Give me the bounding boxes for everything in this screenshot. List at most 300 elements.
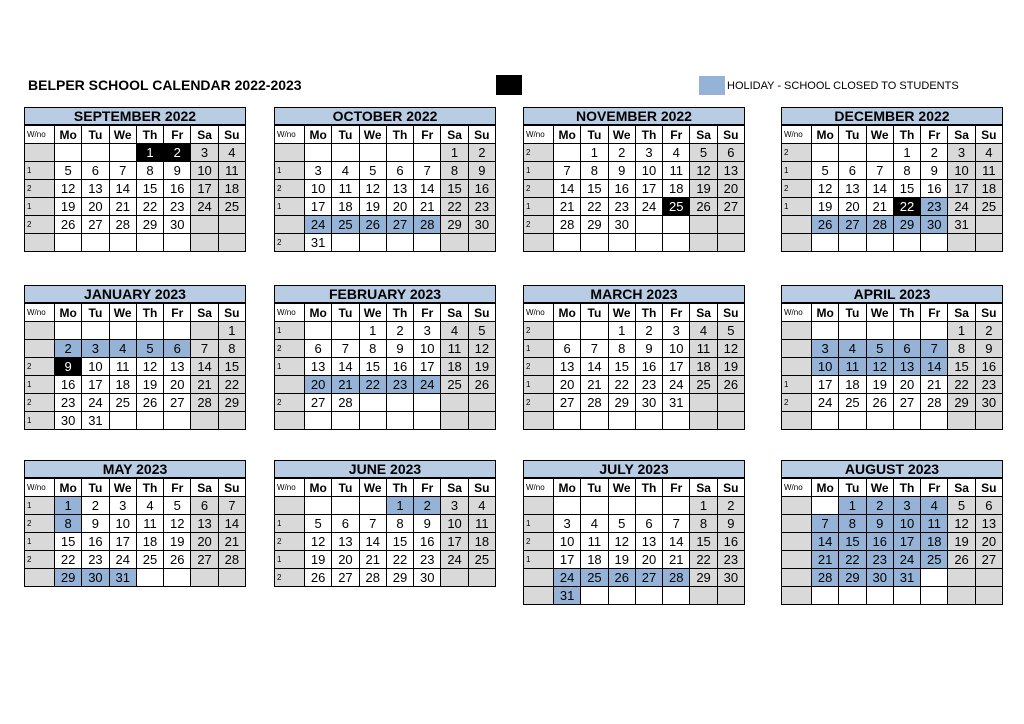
day-cell: 13: [305, 358, 332, 376]
week-row: [782, 216, 1003, 234]
weekday-header: Th: [635, 479, 662, 497]
week-number: [524, 234, 554, 252]
empty-cell: [468, 234, 495, 252]
month-table: [781, 303, 1003, 430]
month-title: SEPTEMBER 2022: [24, 107, 246, 125]
day-cell: 29: [55, 569, 82, 587]
week-row: [524, 162, 745, 180]
weekday-header: Tu: [332, 126, 359, 144]
weekday-header: Fr: [164, 479, 191, 497]
day-cell: 27: [839, 216, 866, 234]
week-row: [25, 533, 246, 551]
day-cell: 2: [975, 322, 1002, 340]
day-cell: 10: [893, 515, 920, 533]
day-cell: 5: [690, 144, 717, 162]
day-cell: 21: [581, 376, 608, 394]
day-cell: 10: [82, 358, 109, 376]
day-cell: 8: [441, 162, 468, 180]
week-number: [25, 569, 55, 587]
day-cell: 17: [191, 180, 218, 198]
weekday-header: Mo: [812, 304, 839, 322]
day-cell: 14: [109, 180, 136, 198]
week-number: 1: [275, 358, 305, 376]
week-number: 2: [524, 144, 554, 162]
weekday-header: Fr: [663, 304, 690, 322]
weekday-header: W/no: [782, 304, 812, 322]
empty-cell: [332, 412, 359, 430]
day-cell: 11: [136, 515, 163, 533]
day-cell: 18: [218, 180, 245, 198]
day-cell: 18: [975, 180, 1002, 198]
day-cell: 11: [975, 162, 1002, 180]
week-number: 1: [782, 162, 812, 180]
weekday-header: W/no: [524, 126, 554, 144]
month-title: MAY 2023: [24, 460, 246, 478]
week-row: [524, 340, 745, 358]
day-cell: 29: [218, 394, 245, 412]
week-row: [524, 198, 745, 216]
day-cell: 22: [441, 198, 468, 216]
month-august-2023: [781, 460, 1003, 605]
day-cell: 18: [441, 358, 468, 376]
weekday-header: Sa: [948, 126, 975, 144]
day-cell: 7: [218, 497, 245, 515]
day-cell: 1: [386, 497, 413, 515]
day-cell: 11: [218, 162, 245, 180]
day-cell: 1: [893, 144, 920, 162]
day-cell: 23: [414, 551, 441, 569]
empty-cell: [581, 234, 608, 252]
month-may-2023: [24, 460, 246, 587]
day-cell: 13: [717, 162, 744, 180]
empty-cell: [635, 216, 662, 234]
weekday-header: We: [359, 479, 386, 497]
month-table: [523, 125, 745, 252]
day-cell: 21: [921, 376, 948, 394]
day-cell: 29: [893, 216, 920, 234]
weekday-header: W/no: [25, 479, 55, 497]
week-number: 2: [275, 569, 305, 587]
week-row: [275, 234, 496, 252]
day-cell: 5: [948, 497, 975, 515]
day-cell: 6: [839, 162, 866, 180]
day-cell: 20: [332, 551, 359, 569]
weekday-header: Fr: [164, 126, 191, 144]
week-row: [782, 533, 1003, 551]
day-cell: 10: [305, 180, 332, 198]
day-cell: 30: [921, 216, 948, 234]
empty-cell: [332, 144, 359, 162]
week-row: [524, 322, 745, 340]
day-cell: 14: [581, 358, 608, 376]
day-cell: 9: [635, 340, 662, 358]
weekday-header: Su: [468, 304, 495, 322]
day-cell: 15: [441, 180, 468, 198]
day-cell: 15: [55, 533, 82, 551]
month-march-2023: [523, 285, 745, 430]
empty-cell: [921, 412, 948, 430]
day-cell: 4: [581, 515, 608, 533]
week-row: [782, 587, 1003, 605]
day-cell: 20: [305, 376, 332, 394]
day-cell: 15: [608, 358, 635, 376]
empty-cell: [414, 234, 441, 252]
empty-cell: [812, 322, 839, 340]
day-cell: 13: [82, 180, 109, 198]
week-row: [782, 497, 1003, 515]
day-cell: 25: [690, 376, 717, 394]
empty-cell: [717, 587, 744, 605]
day-cell: 10: [441, 515, 468, 533]
week-row: [25, 198, 246, 216]
empty-cell: [218, 216, 245, 234]
week-row: [524, 497, 745, 515]
day-cell: 18: [690, 358, 717, 376]
weekday-header: Tu: [839, 479, 866, 497]
weekday-header: Fr: [921, 479, 948, 497]
day-cell: 7: [812, 515, 839, 533]
day-cell: 1: [690, 497, 717, 515]
weekday-header: W/no: [782, 126, 812, 144]
empty-cell: [386, 394, 413, 412]
day-cell: 10: [635, 162, 662, 180]
week-row: [782, 394, 1003, 412]
empty-cell: [468, 412, 495, 430]
day-cell: 16: [975, 358, 1002, 376]
day-cell: 12: [948, 515, 975, 533]
empty-cell: [136, 412, 163, 430]
day-cell: 5: [164, 497, 191, 515]
month-table: [781, 478, 1003, 605]
weekday-header: Th: [635, 304, 662, 322]
weekday-header: Sa: [948, 304, 975, 322]
weekday-header: We: [109, 479, 136, 497]
day-cell: 20: [635, 551, 662, 569]
day-cell: 20: [386, 198, 413, 216]
day-cell: 19: [717, 358, 744, 376]
day-cell: 24: [441, 551, 468, 569]
weekday-header: W/no: [25, 304, 55, 322]
empty-cell: [191, 322, 218, 340]
day-cell: 6: [164, 340, 191, 358]
day-cell: 12: [136, 358, 163, 376]
empty-cell: [386, 234, 413, 252]
day-cell: 27: [975, 551, 1002, 569]
day-cell: 5: [305, 515, 332, 533]
day-cell: 8: [55, 515, 82, 533]
weekday-header: Su: [218, 304, 245, 322]
day-cell: 24: [635, 198, 662, 216]
day-cell: 18: [921, 533, 948, 551]
day-cell: 12: [717, 340, 744, 358]
day-cell: 8: [948, 340, 975, 358]
day-cell: 2: [717, 497, 744, 515]
day-cell: 14: [921, 358, 948, 376]
day-cell: 3: [663, 322, 690, 340]
day-cell: 2: [414, 497, 441, 515]
month-title: AUGUST 2023: [781, 460, 1003, 478]
day-cell: 17: [554, 551, 581, 569]
weekday-header: Th: [893, 126, 920, 144]
weekday-header: Th: [136, 479, 163, 497]
day-cell: 28: [359, 569, 386, 587]
empty-cell: [305, 497, 332, 515]
day-cell: 3: [441, 497, 468, 515]
day-cell: 27: [82, 216, 109, 234]
week-row: [275, 340, 496, 358]
weekday-header: Th: [386, 126, 413, 144]
day-cell: 14: [663, 533, 690, 551]
weekday-header: W/no: [524, 304, 554, 322]
day-cell: 3: [414, 322, 441, 340]
day-cell: 14: [191, 358, 218, 376]
day-cell: 25: [839, 394, 866, 412]
month-title: JANUARY 2023: [24, 285, 246, 303]
day-cell: 28: [191, 394, 218, 412]
empty-cell: [332, 322, 359, 340]
week-number: [275, 412, 305, 430]
week-number: [524, 497, 554, 515]
day-cell: 6: [893, 340, 920, 358]
weekday-header: We: [866, 304, 893, 322]
week-number: 1: [25, 533, 55, 551]
day-cell: 5: [136, 340, 163, 358]
legend-holiday-label: HOLIDAY - SCHOOL CLOSED TO STUDENTS: [727, 80, 959, 92]
day-cell: 24: [663, 376, 690, 394]
week-number: 2: [25, 394, 55, 412]
empty-cell: [305, 144, 332, 162]
week-row: [524, 551, 745, 569]
day-cell: 29: [948, 394, 975, 412]
week-number: [25, 234, 55, 252]
day-cell: 22: [839, 551, 866, 569]
week-number: [782, 358, 812, 376]
week-row: [275, 144, 496, 162]
day-cell: 9: [82, 515, 109, 533]
day-cell: 17: [663, 358, 690, 376]
day-cell: 19: [812, 198, 839, 216]
empty-cell: [109, 144, 136, 162]
empty-cell: [55, 322, 82, 340]
week-row: [275, 180, 496, 198]
day-cell: 22: [581, 198, 608, 216]
empty-cell: [717, 394, 744, 412]
weekday-header: W/no: [275, 304, 305, 322]
month-september-2022: [24, 107, 246, 252]
empty-cell: [608, 497, 635, 515]
empty-cell: [554, 412, 581, 430]
day-cell: 8: [218, 340, 245, 358]
month-april-2023: [781, 285, 1003, 430]
day-cell: 10: [663, 340, 690, 358]
week-row: [782, 144, 1003, 162]
week-number: 2: [524, 533, 554, 551]
day-cell: 30: [608, 216, 635, 234]
empty-cell: [414, 394, 441, 412]
day-cell: 20: [82, 198, 109, 216]
day-cell: 4: [218, 144, 245, 162]
empty-cell: [893, 322, 920, 340]
month-table: [24, 303, 246, 430]
week-number: 1: [275, 322, 305, 340]
day-cell: 28: [218, 551, 245, 569]
weekday-header: Su: [717, 479, 744, 497]
day-cell: 15: [359, 358, 386, 376]
empty-cell: [663, 216, 690, 234]
day-cell: 22: [608, 376, 635, 394]
weekday-header: Th: [635, 126, 662, 144]
day-cell: 17: [82, 376, 109, 394]
empty-cell: [164, 412, 191, 430]
day-cell: 19: [305, 551, 332, 569]
day-cell: 8: [839, 515, 866, 533]
week-number: 1: [275, 198, 305, 216]
day-cell: 21: [812, 551, 839, 569]
day-cell: 15: [136, 180, 163, 198]
week-row: [275, 358, 496, 376]
day-cell: 17: [109, 533, 136, 551]
empty-cell: [608, 234, 635, 252]
empty-cell: [866, 587, 893, 605]
day-cell: 20: [164, 376, 191, 394]
weekday-header: W/no: [782, 479, 812, 497]
empty-cell: [414, 144, 441, 162]
day-cell: 4: [690, 322, 717, 340]
week-number: 1: [275, 162, 305, 180]
day-cell: 16: [635, 358, 662, 376]
week-number: [524, 587, 554, 605]
empty-cell: [554, 234, 581, 252]
weekday-header: Tu: [581, 304, 608, 322]
day-cell: 12: [690, 162, 717, 180]
weekday-header: Sa: [441, 304, 468, 322]
weekday-header: W/no: [524, 479, 554, 497]
week-number: 2: [524, 358, 554, 376]
empty-cell: [136, 569, 163, 587]
empty-cell: [441, 394, 468, 412]
day-cell: 26: [690, 198, 717, 216]
day-cell: 31: [554, 587, 581, 605]
day-cell: 16: [55, 376, 82, 394]
day-cell: 15: [893, 180, 920, 198]
day-cell: 26: [608, 569, 635, 587]
week-row: [25, 180, 246, 198]
empty-cell: [948, 587, 975, 605]
empty-cell: [839, 322, 866, 340]
day-cell: 8: [359, 340, 386, 358]
day-cell: 11: [109, 358, 136, 376]
week-number: 2: [782, 394, 812, 412]
day-cell: 6: [717, 144, 744, 162]
day-cell: 24: [812, 394, 839, 412]
day-cell: 3: [305, 162, 332, 180]
day-cell: 5: [866, 340, 893, 358]
week-number: 2: [275, 394, 305, 412]
day-cell: 22: [690, 551, 717, 569]
week-number: 2: [275, 234, 305, 252]
empty-cell: [136, 322, 163, 340]
week-row: [25, 216, 246, 234]
day-cell: 31: [82, 412, 109, 430]
day-cell: 16: [414, 533, 441, 551]
day-cell: 16: [608, 180, 635, 198]
day-cell: 24: [893, 551, 920, 569]
week-row: [275, 569, 496, 587]
empty-cell: [359, 234, 386, 252]
day-cell: 13: [839, 180, 866, 198]
day-cell: 6: [386, 162, 413, 180]
day-cell: 24: [82, 394, 109, 412]
weekday-header: Fr: [414, 304, 441, 322]
day-cell: 15: [839, 533, 866, 551]
day-cell: 5: [359, 162, 386, 180]
weekday-header: Th: [893, 304, 920, 322]
empty-cell: [921, 234, 948, 252]
day-cell: 3: [109, 497, 136, 515]
week-row: [275, 162, 496, 180]
week-number: [782, 340, 812, 358]
weekday-header: Tu: [82, 304, 109, 322]
weekday-header: Su: [468, 126, 495, 144]
weekday-header: Sa: [948, 479, 975, 497]
day-cell: 3: [191, 144, 218, 162]
week-row: [25, 322, 246, 340]
day-cell: 4: [839, 340, 866, 358]
day-cell: 3: [893, 497, 920, 515]
empty-cell: [386, 412, 413, 430]
empty-cell: [663, 587, 690, 605]
day-cell: 26: [948, 551, 975, 569]
empty-cell: [332, 497, 359, 515]
day-cell: 9: [55, 358, 82, 376]
day-cell: 21: [332, 376, 359, 394]
week-row: [275, 322, 496, 340]
day-cell: 29: [441, 216, 468, 234]
week-number: 1: [25, 162, 55, 180]
page-title: BELPER SCHOOL CALENDAR 2022-2023: [28, 77, 302, 93]
day-cell: 19: [164, 533, 191, 551]
empty-cell: [136, 234, 163, 252]
day-cell: 5: [812, 162, 839, 180]
week-number: [524, 412, 554, 430]
week-row: [524, 216, 745, 234]
day-cell: 8: [608, 340, 635, 358]
weekday-header: Sa: [191, 479, 218, 497]
day-cell: 9: [921, 162, 948, 180]
day-cell: 23: [386, 376, 413, 394]
day-cell: 7: [414, 162, 441, 180]
day-cell: 25: [468, 551, 495, 569]
weekday-header: We: [109, 304, 136, 322]
day-cell: 12: [812, 180, 839, 198]
month-november-2022: [523, 107, 745, 252]
weekday-header: Fr: [663, 126, 690, 144]
empty-cell: [690, 587, 717, 605]
week-row: [782, 376, 1003, 394]
day-cell: 30: [82, 569, 109, 587]
day-cell: 29: [690, 569, 717, 587]
weekday-header: Mo: [55, 126, 82, 144]
empty-cell: [359, 497, 386, 515]
empty-cell: [975, 234, 1002, 252]
empty-cell: [839, 234, 866, 252]
weekday-header: Fr: [921, 126, 948, 144]
empty-cell: [812, 497, 839, 515]
week-row: [782, 412, 1003, 430]
weekday-header: Mo: [554, 479, 581, 497]
day-cell: 24: [305, 216, 332, 234]
day-cell: 9: [468, 162, 495, 180]
